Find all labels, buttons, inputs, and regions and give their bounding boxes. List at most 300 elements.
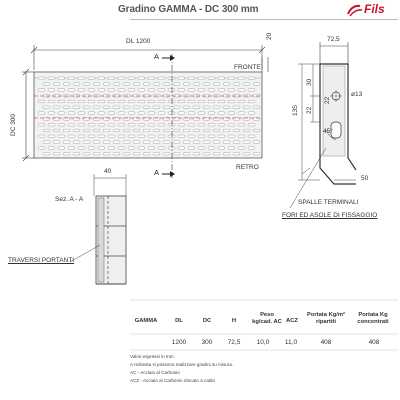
grating-slot <box>68 112 75 115</box>
grating-slot <box>188 135 195 138</box>
grating-slot <box>178 112 185 115</box>
grating-slot <box>128 89 135 92</box>
grating-slot <box>38 100 45 103</box>
grating-slot <box>48 100 55 103</box>
td-portata-ripartiti: 408 <box>320 339 332 346</box>
grating-slot <box>143 83 150 86</box>
grating-slot <box>38 89 45 92</box>
grating-slot <box>218 135 225 138</box>
grating-slot <box>163 152 170 155</box>
grating-slot <box>43 152 50 155</box>
grating-slot <box>138 100 145 103</box>
grating-slot <box>98 147 105 150</box>
grating-slot <box>173 94 180 97</box>
grating-slot <box>93 83 100 86</box>
grating-slot <box>43 141 50 144</box>
grating-slot <box>188 77 195 80</box>
grating-slot <box>43 94 50 97</box>
grating-slot <box>83 83 90 86</box>
grating-slot <box>218 112 225 115</box>
grating-slot <box>228 77 235 80</box>
grating-slot <box>168 147 175 150</box>
grating-slot <box>123 129 130 132</box>
dc-label: DC 300 <box>10 113 17 136</box>
grating-slot <box>153 94 160 97</box>
grating-slot <box>43 83 50 86</box>
grating-slot <box>213 94 220 97</box>
grating-slot <box>143 152 150 155</box>
grating-slot <box>118 77 125 80</box>
grating-slot <box>243 83 250 86</box>
grating-slot <box>78 147 85 150</box>
grating-slot <box>203 129 210 132</box>
grating-slot <box>188 112 195 115</box>
grating-slot <box>63 152 70 155</box>
grating-slot <box>208 77 215 80</box>
td-dc: 300 <box>201 339 213 346</box>
grating-slot <box>128 100 135 103</box>
grating-slot <box>188 100 195 103</box>
grating-slot <box>213 129 220 132</box>
td-h: 72,5 <box>227 339 241 346</box>
grating-slot <box>103 106 110 109</box>
grating-slot <box>248 89 255 92</box>
grating-slot <box>173 106 180 109</box>
grating-slot <box>108 77 115 80</box>
grating-slot <box>198 135 205 138</box>
th-gamma: GAMMA <box>134 318 158 324</box>
grating-slot <box>73 106 80 109</box>
grating-slot <box>63 141 70 144</box>
grating-slot <box>243 106 250 109</box>
grating-slot <box>53 141 60 144</box>
grating-slot <box>133 106 140 109</box>
grating-slot <box>253 129 260 132</box>
grating-slot <box>138 89 145 92</box>
grating-slot <box>118 135 125 138</box>
grating-slot <box>48 89 55 92</box>
grating-slot <box>53 129 60 132</box>
grating-slot <box>113 152 120 155</box>
grating-slot <box>68 135 75 138</box>
grating-slot <box>243 141 250 144</box>
grating-slot <box>38 112 45 115</box>
grating-slot <box>133 152 140 155</box>
grating-slot <box>223 106 230 109</box>
retro-label: RETRO <box>236 164 259 171</box>
grating-slot <box>148 77 155 80</box>
grating-slot <box>233 129 240 132</box>
grating-slot <box>208 135 215 138</box>
grating-slot <box>193 83 200 86</box>
grating-slot <box>148 112 155 115</box>
grating-slot <box>58 100 65 103</box>
grating-slot <box>178 135 185 138</box>
grating-slot <box>163 83 170 86</box>
grating-slot <box>38 77 45 80</box>
section-drawing <box>70 174 126 284</box>
th-acz: ACZ <box>286 318 298 324</box>
grating-slot <box>78 135 85 138</box>
grating-slot <box>98 89 105 92</box>
grating-slot <box>73 94 80 97</box>
grating-slot <box>153 141 160 144</box>
grating-slot <box>128 147 135 150</box>
grating-slot <box>203 152 210 155</box>
grating-slot <box>243 129 250 132</box>
grating-slot <box>143 129 150 132</box>
th-dc: DC <box>202 318 212 324</box>
grating-slot <box>233 141 240 144</box>
grating-slot <box>148 147 155 150</box>
grating-slot <box>113 106 120 109</box>
grating-slot <box>168 135 175 138</box>
grating-slot <box>238 112 245 115</box>
grating-slot <box>73 129 80 132</box>
grating-slot <box>213 106 220 109</box>
section-a-bottom-label: A <box>154 168 160 177</box>
dl-label: DL 1200 <box>126 38 151 45</box>
dim-22b-label: 22 <box>324 96 331 104</box>
grating-slot <box>78 112 85 115</box>
th-h: H <box>231 318 237 324</box>
grating-slot <box>213 152 220 155</box>
grating-slot <box>108 123 115 126</box>
fori-asole-label: FORI ED ASOLE DI FISSAGGIO <box>282 212 378 219</box>
grating-slot <box>53 106 60 109</box>
grating-slot <box>83 152 90 155</box>
grating-slot <box>183 129 190 132</box>
grating-slot <box>113 141 120 144</box>
grating-slot <box>208 89 215 92</box>
grating-slot <box>158 77 165 80</box>
grating-slot <box>108 100 115 103</box>
grating-slot <box>88 135 95 138</box>
grating-slot <box>103 141 110 144</box>
angle-label: 45° <box>323 128 333 135</box>
note-3: AC - Acciaio al Carbonio <box>130 370 180 375</box>
grating-slot <box>48 112 55 115</box>
grating-slot <box>238 77 245 80</box>
grating-slot <box>38 147 45 150</box>
grating-slot <box>208 112 215 115</box>
grating-slot <box>83 129 90 132</box>
grating-slot <box>248 147 255 150</box>
grating-slot <box>203 94 210 97</box>
grating-slot <box>58 77 65 80</box>
grating-slot <box>173 141 180 144</box>
grating-slot <box>123 141 130 144</box>
grating-slot <box>113 129 120 132</box>
grating-slot <box>48 147 55 150</box>
dim-135-label: 135 <box>292 105 299 116</box>
grating-slot <box>188 147 195 150</box>
grating-slot <box>248 135 255 138</box>
grating-slot <box>223 83 230 86</box>
note-4: ACZ - Acciaio al Carbonio Zincato a caldo <box>130 378 216 383</box>
grating-slot <box>228 100 235 103</box>
grating-slot <box>248 123 255 126</box>
grating-slot <box>58 123 65 126</box>
dim-50-label: 50 <box>361 175 369 182</box>
grating-slot <box>68 123 75 126</box>
grating-slot <box>38 123 45 126</box>
grating-slot <box>98 123 105 126</box>
grating-slot <box>148 100 155 103</box>
grating-slot <box>78 77 85 80</box>
grating-slot <box>148 135 155 138</box>
grating-slot <box>58 112 65 115</box>
grating-slot <box>198 123 205 126</box>
grating-slot <box>88 112 95 115</box>
grating-slot <box>153 152 160 155</box>
grating-slot <box>103 152 110 155</box>
grating-slot <box>198 89 205 92</box>
th-dl: DL <box>175 318 183 324</box>
grating-slot <box>203 141 210 144</box>
grating-slot <box>163 141 170 144</box>
grating-slot <box>138 147 145 150</box>
grating-slot <box>138 112 145 115</box>
grating-slot <box>158 89 165 92</box>
grating-slot <box>198 77 205 80</box>
grating-slot <box>238 123 245 126</box>
th-portata-ripartiti: Portata Kg/m² ripartiti <box>306 312 345 325</box>
grating-slot <box>183 106 190 109</box>
grating-slot <box>168 112 175 115</box>
grating-slot <box>68 77 75 80</box>
grating-slot <box>143 141 150 144</box>
grating-slot <box>68 147 75 150</box>
grating-slot <box>103 83 110 86</box>
td-acz: 11,0 <box>284 339 298 346</box>
grating-slot <box>78 89 85 92</box>
grating-slot <box>238 89 245 92</box>
grating-slot <box>158 123 165 126</box>
logo-text: Fils <box>364 2 385 16</box>
dim-72-5-label: 72,5 <box>327 36 340 43</box>
grating-slot <box>168 123 175 126</box>
grating-slot <box>98 135 105 138</box>
grating-slot <box>228 123 235 126</box>
grating-slot <box>123 106 130 109</box>
grating-slot <box>183 94 190 97</box>
grating-slot <box>63 94 70 97</box>
grating-slot <box>223 141 230 144</box>
grating-slot <box>58 89 65 92</box>
grating-slot <box>128 135 135 138</box>
grating-slot <box>178 89 185 92</box>
grating-slot <box>128 123 135 126</box>
grating-slot <box>148 89 155 92</box>
grating-slot <box>188 89 195 92</box>
offset-20-label: 20 <box>266 32 273 40</box>
grating-slot <box>148 123 155 126</box>
grating-slot <box>238 135 245 138</box>
grating-slot <box>173 152 180 155</box>
grating-slot <box>113 83 120 86</box>
grating-slot <box>118 89 125 92</box>
grating-slot <box>253 141 260 144</box>
grating-slot <box>183 83 190 86</box>
grating-slot <box>133 83 140 86</box>
grating-slot <box>83 94 90 97</box>
grating-slot <box>193 94 200 97</box>
grating-slot <box>153 129 160 132</box>
grating-slot <box>208 123 215 126</box>
grating-slot <box>183 152 190 155</box>
grating-slot <box>228 147 235 150</box>
grating-slot <box>248 100 255 103</box>
grating-slot <box>253 152 260 155</box>
grating-slot <box>253 94 260 97</box>
grating-slot <box>143 106 150 109</box>
grating-slot <box>163 129 170 132</box>
grating-slot <box>53 83 60 86</box>
grating-slot <box>63 106 70 109</box>
grating-slot <box>103 94 110 97</box>
grating-slot <box>233 152 240 155</box>
grating-slot <box>113 94 120 97</box>
grating-slot <box>48 123 55 126</box>
grating-slot <box>83 141 90 144</box>
th-portata-concentrati: Portata Kg concentrati <box>357 312 389 325</box>
fronte-label: FRONTE <box>234 64 261 71</box>
grating-slot <box>233 83 240 86</box>
grating-slot <box>238 100 245 103</box>
dim-40-label: 40 <box>104 168 112 175</box>
grating-slot <box>198 100 205 103</box>
grating-slot <box>93 141 100 144</box>
grating-slot <box>108 112 115 115</box>
grating-slot <box>243 94 250 97</box>
grating-slot <box>173 129 180 132</box>
grating-slot <box>78 123 85 126</box>
grating-slot <box>118 112 125 115</box>
th-peso-ac: Peso kg/cad. AC <box>252 312 282 325</box>
grating-slot <box>83 106 90 109</box>
grating-slot <box>243 152 250 155</box>
note-2: A richiesta si possono realizzare gradini su misura. <box>130 362 234 367</box>
dl-dimension <box>31 45 265 70</box>
grating-slot <box>158 147 165 150</box>
grating-slot <box>88 123 95 126</box>
grating-slot <box>98 100 105 103</box>
grating-slot <box>153 106 160 109</box>
grating-slot <box>118 147 125 150</box>
grating-slot <box>48 77 55 80</box>
grating-slot <box>158 112 165 115</box>
note-1: Valori espressi in mm. <box>130 354 175 359</box>
grating-slot <box>123 83 130 86</box>
grating-slot <box>53 152 60 155</box>
grating-slot <box>58 147 65 150</box>
grating-slot <box>108 89 115 92</box>
grating-slot <box>198 147 205 150</box>
grating-slot <box>183 141 190 144</box>
grating-slot <box>143 94 150 97</box>
td-dl: 1200 <box>171 339 187 346</box>
spalle-terminali-label: SPALLE TERMINALI <box>298 199 359 206</box>
grating-slot <box>208 147 215 150</box>
grating-slot <box>78 100 85 103</box>
grating-slot <box>178 100 185 103</box>
grating-slot <box>198 112 205 115</box>
grating-slot <box>93 94 100 97</box>
section-a-top-label: A <box>154 52 160 61</box>
grating-slot <box>43 106 50 109</box>
offset-dimension <box>262 57 268 72</box>
grating-slot <box>193 106 200 109</box>
grating-slot <box>193 152 200 155</box>
grating-slot <box>213 83 220 86</box>
td-peso-ac: 10,0 <box>256 339 270 346</box>
grating-slot <box>138 123 145 126</box>
grating-slot <box>193 141 200 144</box>
grating-slot <box>168 89 175 92</box>
grating-slot <box>178 147 185 150</box>
grating-slot <box>188 123 195 126</box>
grating-slot <box>123 94 130 97</box>
grating-slot <box>63 129 70 132</box>
grating-slot <box>108 135 115 138</box>
grating-slot <box>73 141 80 144</box>
grating-slot <box>98 77 105 80</box>
grating-slot <box>178 123 185 126</box>
grating-slot <box>133 129 140 132</box>
grating-slot <box>98 112 105 115</box>
grating-slot <box>43 129 50 132</box>
grating-slot <box>93 129 100 132</box>
grating-slot <box>138 77 145 80</box>
grating-slot <box>93 106 100 109</box>
grating-slot <box>213 141 220 144</box>
grating-slot <box>128 77 135 80</box>
dim-30-label: 30 <box>306 78 313 86</box>
grating-slot <box>173 83 180 86</box>
grating-slot <box>118 100 125 103</box>
td-portata-concentrati: 408 <box>368 339 380 346</box>
grating-slot <box>63 83 70 86</box>
grating-slot <box>253 83 260 86</box>
grating-slot <box>88 147 95 150</box>
dc-dimension <box>22 69 34 161</box>
page-title: Gradino GAMMA - DC 300 mm <box>118 4 259 15</box>
grating-slot <box>158 100 165 103</box>
grating-slot <box>138 135 145 138</box>
grating-slot <box>233 94 240 97</box>
grating-slot <box>218 147 225 150</box>
grating-slot <box>208 100 215 103</box>
grating-slot <box>193 129 200 132</box>
grating-slot <box>163 106 170 109</box>
grating-slot <box>253 106 260 109</box>
grating-slot <box>93 152 100 155</box>
grating-slot <box>218 100 225 103</box>
grating-slot <box>233 106 240 109</box>
grating-slot <box>248 112 255 115</box>
grating-slot <box>168 100 175 103</box>
grating-slot <box>68 100 75 103</box>
grating-slot <box>48 135 55 138</box>
grating-slot <box>58 135 65 138</box>
traversi-portanti-label: TRAVERSI PORTANTI <box>8 257 75 264</box>
grating-slot <box>223 129 230 132</box>
grating-slot <box>133 141 140 144</box>
grating-slot <box>248 77 255 80</box>
grating-slot <box>73 152 80 155</box>
grating-slot <box>88 100 95 103</box>
